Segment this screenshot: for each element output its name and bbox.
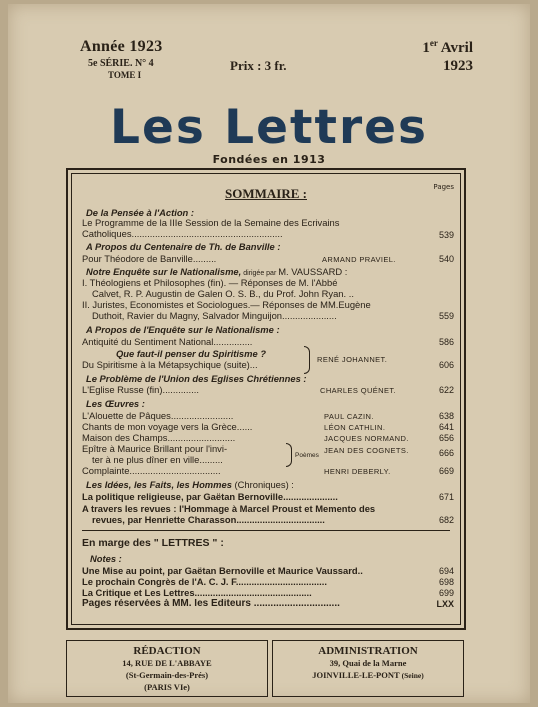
footer-redaction <box>66 640 268 697</box>
section-text: dirigée par <box>241 270 279 277</box>
page-number: 694 <box>438 566 454 576</box>
toc-line: Catholiques.......................................................... <box>82 229 283 239</box>
page-number: 699 <box>438 588 454 598</box>
toc-line: Que faut-il penser du Spiritisme ? <box>116 349 267 359</box>
section-marge: En marge des " LETTRES " : <box>82 538 224 548</box>
footer-administration <box>272 640 464 697</box>
toc-line: Du Spiritisme à la Métapsychique (suite)... <box>82 360 258 370</box>
divider <box>82 530 450 531</box>
year-label: Année 1923 <box>80 38 163 55</box>
price-label: Prix : 3 fr. <box>230 58 287 73</box>
page-number: LXX <box>436 599 454 609</box>
page-number: 656 <box>438 433 454 443</box>
section-notes: Notes : <box>90 553 122 564</box>
magazine-title: Les Lettres <box>110 100 428 155</box>
toc-inner-frame <box>71 173 461 625</box>
page-number: 559 <box>438 311 454 321</box>
issue-date <box>375 38 473 75</box>
footer-line: (PARIS VIe) <box>144 682 190 692</box>
date-day: 1 <box>422 40 430 56</box>
page-number: 638 <box>438 411 454 421</box>
toc-line: revues, par Henriette Charasson.................................. <box>92 515 325 525</box>
footer-line: (St-Germain-des-Prés) <box>125 670 209 680</box>
page-number: 698 <box>438 577 454 587</box>
toc-line: Maison des Champs.......................... <box>82 433 236 443</box>
author-name: ARMAND PRAVIEL. <box>322 255 396 264</box>
brace <box>304 346 310 374</box>
brace <box>286 443 292 467</box>
toc-line: La politique religieuse, par Gaëtan Bernoville..................... <box>82 492 338 502</box>
author-name: PAUL CAZIN. <box>324 412 374 421</box>
section-nationalisme <box>86 266 440 277</box>
author-name: JACQUES NORMAND. <box>324 434 409 443</box>
toc-line: Pages réservées à MM. les Éditeurs ............................... <box>82 599 340 609</box>
page-number: 540 <box>438 254 454 264</box>
toc-line: Une Mise au point, par Gaëtan Bernoville et Maurice Vaussard.. <box>82 566 363 576</box>
page-number: 622 <box>438 385 454 395</box>
issue-info <box>80 38 163 80</box>
toc-line: Epître à Maurice Brillant pour l'invi- <box>82 444 228 454</box>
section-text: M. VAUSSARD : <box>278 266 348 277</box>
poems-label: Poèmes <box>295 452 319 459</box>
toc-line: Le Programme de la IIIe Session de la Semaine des Ecrivains <box>82 218 340 228</box>
date-year: 1923 <box>443 58 473 74</box>
section-eglises: Le Problème de l'Union des Eglises Chrétiennes : <box>86 373 307 384</box>
page-number: 606 <box>438 360 454 370</box>
volume-label: TOME I <box>108 70 142 80</box>
section-text: Notre Enquête sur le Nationalisme, <box>86 266 242 277</box>
author-name: CHARLES QUÉNET. <box>320 386 397 395</box>
footer-line: 14, RUE DE L'ABBAYE <box>122 658 212 668</box>
page-number: 682 <box>438 515 454 525</box>
date-sup: er <box>429 38 438 48</box>
toc-line: L'Alouette de Pâques........................ <box>82 411 234 421</box>
page-number: 586 <box>438 337 454 347</box>
toc-line: I. Théologiens et Philosophes (fin). — Réponses de M. l'Abbé <box>82 278 338 288</box>
toc-line: Complainte................................... <box>82 466 221 476</box>
footer-line: JOINVILLE-LE-PONT <box>312 670 400 680</box>
toc-line: ter à ne plus dîner en ville......... <box>92 455 223 465</box>
toc-line: Chants de mon voyage vers la Grèce...... <box>82 422 253 432</box>
section-enquete: A Propos de l'Enquête sur le Nationalisme : <box>86 324 280 335</box>
toc-line: L'Eglise Russe (fin).............. <box>82 385 199 395</box>
footer-line <box>273 669 463 682</box>
page-number: 539 <box>438 230 454 240</box>
toc-heading: SOMMAIRE : <box>225 186 307 201</box>
page-number: 666 <box>438 448 454 458</box>
section-pensee-action: De la Pensée à l'Action : <box>86 207 194 218</box>
page-number: 669 <box>438 466 454 476</box>
toc-line: II. Juristes, Economistes et Sociologues.— Réponses de MM.Eugène <box>82 300 371 310</box>
toc-line: A travers les revues : l'Hommage à Marcel Proust et Memento des <box>82 504 376 514</box>
toc-line: Pour Théodore de Banville......... <box>82 254 217 264</box>
section-oeuvres: Les Œuvres : <box>86 398 145 409</box>
series-label: 5e SÉRIE. N° 4 <box>88 58 154 69</box>
author-name: HENRI DEBERLY. <box>324 467 391 476</box>
table-of-contents <box>66 168 466 630</box>
section-chroniques <box>86 479 440 490</box>
footer-line: 39, Quai de la Marne <box>329 658 407 668</box>
section-text: (Chroniques) : <box>231 479 294 490</box>
toc-line: Duthoit, Ravier du Magny, Salvador Minguijon..................... <box>92 311 337 321</box>
toc-line: Antiquité du Sentiment National............... <box>82 337 253 347</box>
section-banville: A Propos du Centenaire de Th. de Banville : <box>86 241 281 252</box>
page-number: 671 <box>438 492 454 502</box>
author-name: LÉON CATHLIN. <box>324 423 386 432</box>
pages-label: Pages <box>433 183 454 191</box>
author-name: RENÉ JOHANNET. <box>317 355 388 364</box>
date-month: Avril <box>437 40 473 56</box>
section-text: Les Idées, les Faits, les Hommes <box>86 479 232 490</box>
founded-line: Fondées en 1913 <box>212 153 326 166</box>
author-name: JEAN DES COGNETS. <box>324 446 409 455</box>
toc-line: La Critique et Les Lettres............................................. <box>82 588 312 598</box>
footer-line: (Seine) <box>401 671 424 680</box>
toc-line: Le prochain Congrès de l'A. C. J. F................................... <box>82 577 327 587</box>
footer-heading: ADMINISTRATION <box>318 645 418 657</box>
toc-line: Calvet, R. P. Augustin de Galen O. S. B., du Prof. John Ryan. .. <box>92 289 354 299</box>
footer-heading: RÉDACTION <box>133 645 201 657</box>
page-number: 641 <box>438 422 454 432</box>
